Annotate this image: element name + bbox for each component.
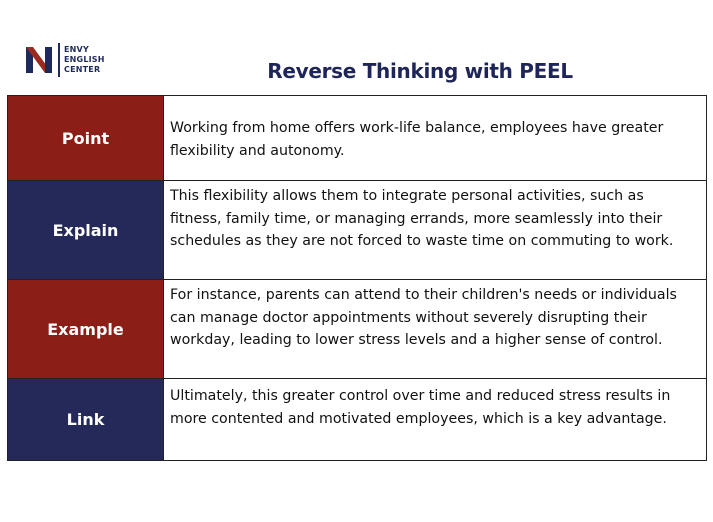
row-label-point: Point: [8, 96, 164, 180]
table-row-explain: [8, 181, 706, 280]
page-title: Reverse Thinking with PEEL: [267, 59, 573, 83]
logo-line-3: CENTER: [64, 65, 101, 74]
logo-line-2: ENGLISH: [64, 55, 105, 64]
table-row-link: [8, 379, 706, 460]
row-label-example: Example: [8, 280, 164, 378]
table-row-example: [8, 280, 706, 379]
n-logo-icon: [24, 45, 54, 75]
logo-line-1: ENVY: [64, 45, 89, 54]
logo-wordmark: [64, 45, 105, 75]
row-text-example: For instance, parents can attend to their children's needs or individuals can manage doctor appointments without severely disrupting their workday, leading to lower stress levels and a higher sense of control.: [170, 287, 677, 348]
peel-table: [7, 95, 707, 461]
logo-divider: [58, 43, 60, 77]
row-label-explain: Explain: [8, 181, 164, 279]
row-text-explain: This flexibility allows them to integrate personal activities, such as fitness, family time, or managing errands, more seamlessly into their schedules as they are not forced to waste time on commuting to work.: [170, 188, 674, 249]
table-row-point: [8, 96, 706, 181]
logo: [24, 42, 105, 78]
row-text-point: Working from home offers work-life balance, employees have greater flexibility and autonomy.: [170, 120, 664, 159]
row-text-link: Ultimately, this greater control over time and reduced stress results in more contented and motivated employees, which is a key advantage.: [170, 388, 671, 427]
row-label-link: Link: [8, 379, 164, 460]
